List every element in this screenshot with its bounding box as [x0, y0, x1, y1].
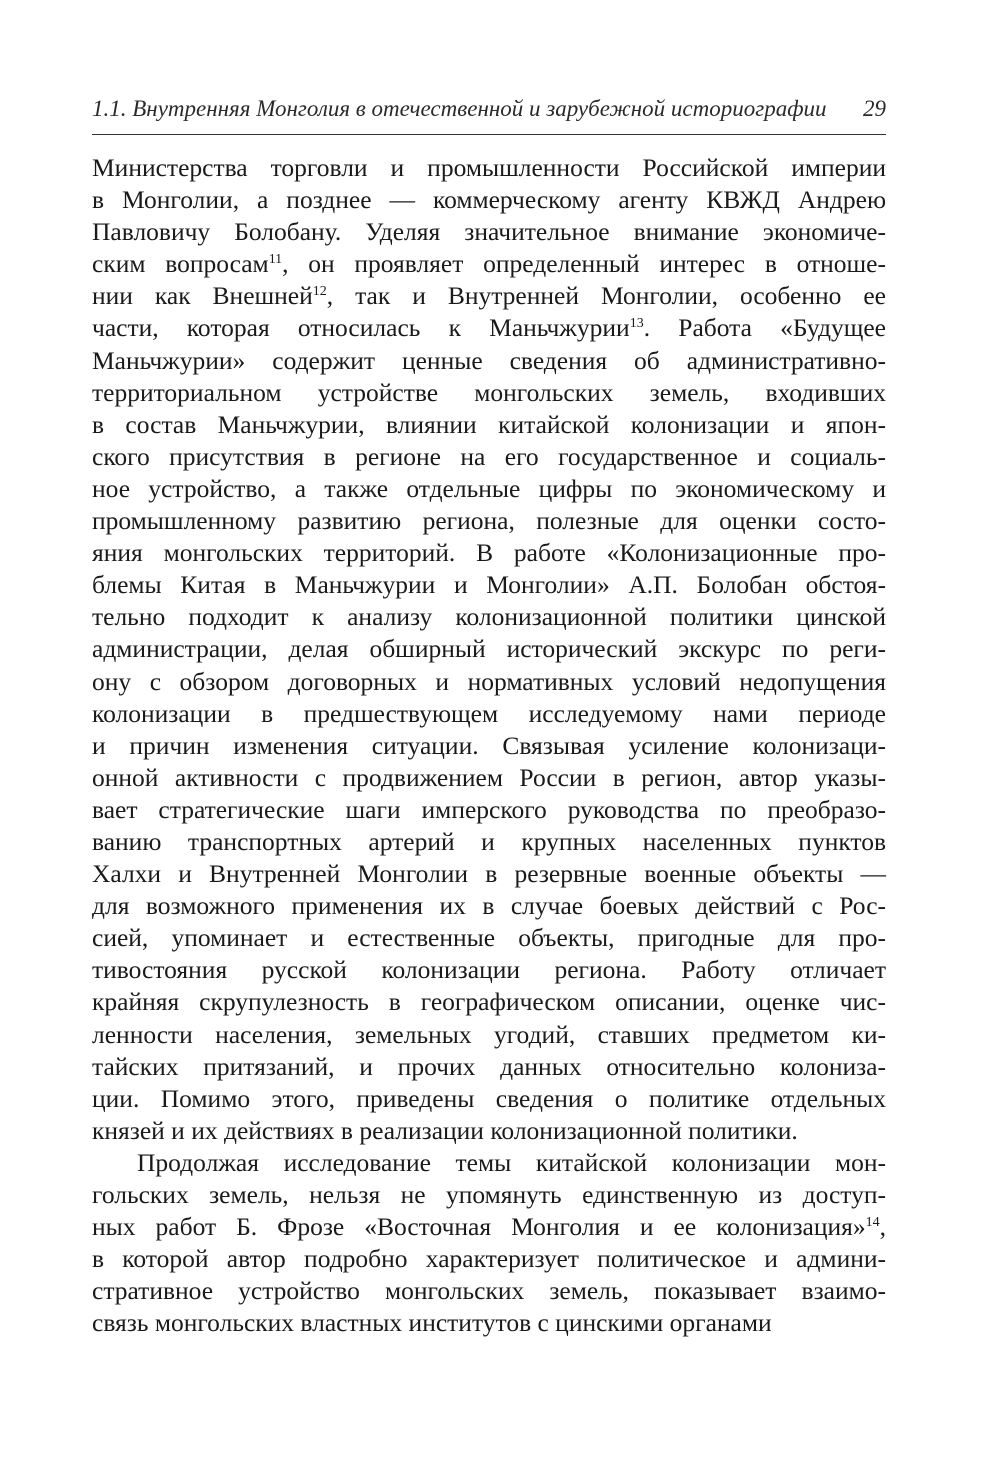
- text-line: блемы Китая в Маньчжурии и Монголии» А.П. Болобан обстоя-: [92, 570, 886, 600]
- text-line: ное устройство, а также отдельные цифры по экономическому и: [92, 473, 886, 503]
- footnote-marker: 13: [629, 316, 644, 332]
- text-line: яния монгольских территорий. В работе «Колонизационные про-: [92, 538, 886, 568]
- text-line: Министерства торговли и промышленности Российской империи: [92, 153, 886, 182]
- paragraph: [92, 152, 886, 1147]
- text-line: нии как Внешней$^{12}$, так и Внутренней Монголии, особенно ее: [92, 281, 886, 311]
- text-line: в Монголии, а позднее — коммерческому агенту КВЖД Андрею: [92, 185, 886, 215]
- text-line: Маньчжурии» содержит ценные сведения об административно-: [92, 345, 886, 375]
- text-line: ленности населения, земельных угодий, ставших предметом ки-: [92, 1019, 886, 1049]
- text-line: князей и их действиях в реализации колонизационной политики.: [92, 1115, 798, 1145]
- text-line: ванию транспортных артерий и крупных населенных пунктов: [92, 826, 886, 856]
- text-line: Павловичу Болобану. Уделяя значительное внимание экономиче-: [92, 217, 886, 247]
- page-number: 29: [863, 96, 886, 121]
- footnote-marker: 14: [865, 1215, 880, 1231]
- body-text: [92, 152, 886, 1339]
- text-line: крайняя скрупулезность в географическом описании, оценке чис-: [92, 987, 886, 1017]
- text-line: ону с обзором договорных и нормативных условий недопущения: [92, 666, 886, 696]
- text-line: стративное устройство монгольских земель, показывает взаимо-: [92, 1276, 886, 1306]
- text-line: ского присутствия в регионе на его государственное и социаль-: [92, 441, 886, 471]
- text-line: тайских притязаний, и прочих данных относительно колониза-: [92, 1051, 886, 1081]
- header-rule: [92, 134, 886, 135]
- text-line: вает стратегические шаги имперского руководства по преобразо-: [92, 794, 886, 824]
- text-line: в состав Маньчжурии, влиянии китайской колонизации и япон-: [92, 409, 886, 439]
- text-line: территориальном устройстве монгольских земель, входивших: [92, 377, 886, 407]
- text-line: тивостояния русской колонизации региона. Работу отличает: [92, 955, 886, 985]
- text-line: и причин изменения ситуации. Связывая усиление колонизаци-: [92, 730, 886, 760]
- text-line: в которой автор подробно характеризует политическое и админи-: [92, 1244, 886, 1274]
- text-line: сией, упоминает и естественные объекты, пригодные для про-: [92, 923, 886, 953]
- footnote-marker: 12: [312, 284, 327, 300]
- text-line: ским вопросам$^{11}$, он проявляет определенный интерес в отноше-: [92, 249, 886, 279]
- text-line: онной активности с продвижением России в регион, автор указы-: [92, 762, 886, 792]
- running-head: [92, 95, 886, 123]
- text-line: части, которая относилась к Маньчжурии$^{13}$. Работа «Будущее: [92, 313, 886, 343]
- text-line: Халхи и Внутренней Монголии в резервные военные объекты —: [92, 859, 886, 889]
- text-line: колонизации в предшествующем исследуемому нами периоде: [92, 698, 886, 728]
- text-line: тельно подходит к анализу колонизационной политики цинской: [92, 602, 886, 632]
- text-line: связь монгольских властных институтов с цинскими органами: [92, 1308, 772, 1338]
- text-line: ных работ Б. Фрозе «Восточная Монголия и ее колонизация»$^{14}$,: [92, 1212, 886, 1242]
- running-head-title: 1.1. Внутренняя Монголия в отечественной и зарубежной историографии: [92, 96, 827, 121]
- text-line: администрации, делая обширный исторический экскурс по реги-: [92, 634, 886, 664]
- footnote-marker: 11: [268, 252, 283, 268]
- text-line: Продолжая исследование темы китайской колонизации мон-: [137, 1147, 886, 1177]
- text-line: для возможного применения их в случае боевых действий с Рос-: [92, 891, 886, 921]
- text-line: промышленному развитию региона, полезные для оценки состо-: [92, 506, 886, 536]
- text-line: ции. Помимо этого, приведены сведения о политике отдельных: [92, 1083, 886, 1113]
- text-line: гольских земель, нельзя не упомянуть единственную из доступ-: [92, 1180, 886, 1209]
- paragraph: [92, 1147, 886, 1340]
